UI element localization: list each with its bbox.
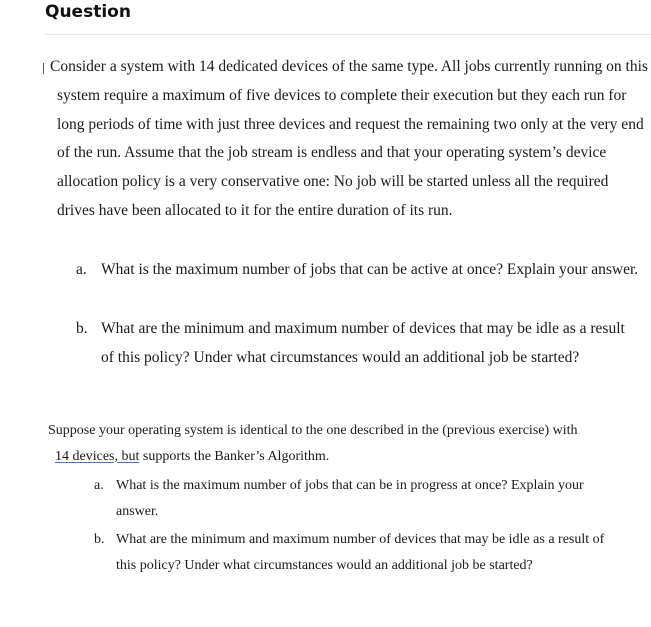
part2-item-b-label: b. <box>94 532 105 547</box>
question-heading: Question <box>45 2 131 22</box>
part2-item-a <box>94 473 616 525</box>
heading-divider <box>44 34 651 35</box>
part1-item-a <box>76 255 641 284</box>
part1-item-b-text: What are the minimum and maximum number of devices that may be idle as a result of this policy? Under what circumstances would an additional job be started? <box>101 320 625 366</box>
intro-rest: on this system require a maximum of five devices to complete their execution but they each run for long periods of time with just three devices and request the remaining two only at the very end of the run. Assume that the job stream is endless and that your operating system’s device allocation policy is a very conservative one: No job will be started unless all the required drives have been allocated to it for the entire duration of its run. <box>57 58 648 219</box>
part2-item-a-label: a. <box>94 478 104 493</box>
followup-first-line: Suppose your operating system is identical to the one described in the (previous exercise) with <box>48 423 578 438</box>
followup-second-line <box>55 449 329 464</box>
part1-item-b-label: b. <box>76 320 88 337</box>
followup-rest: supports the Banker’s Algorithm. <box>139 448 330 464</box>
part1-item-a-label: a. <box>76 261 87 278</box>
intro-first-line: Consider a system with 14 dedicated devices of the same type. All jobs currently running <box>50 58 603 75</box>
part2-item-b <box>94 527 616 579</box>
part1-item-a-text: What is the maximum number of jobs that can be active at once? Explain your answer. <box>101 261 639 278</box>
underlined-phrase: 14 devices, but <box>55 448 140 464</box>
intro-paragraph <box>50 53 649 226</box>
part1-item-b <box>76 314 641 372</box>
part2-item-b-text: What are the minimum and maximum number of devices that may be idle as a result of this policy? Under what circumstances would an additional job be started? <box>116 532 605 573</box>
followup-paragraph <box>48 418 638 469</box>
text-cursor <box>43 63 44 74</box>
part2-item-a-text: What is the maximum number of jobs that can be in progress at once? Explain your answer. <box>116 478 584 519</box>
